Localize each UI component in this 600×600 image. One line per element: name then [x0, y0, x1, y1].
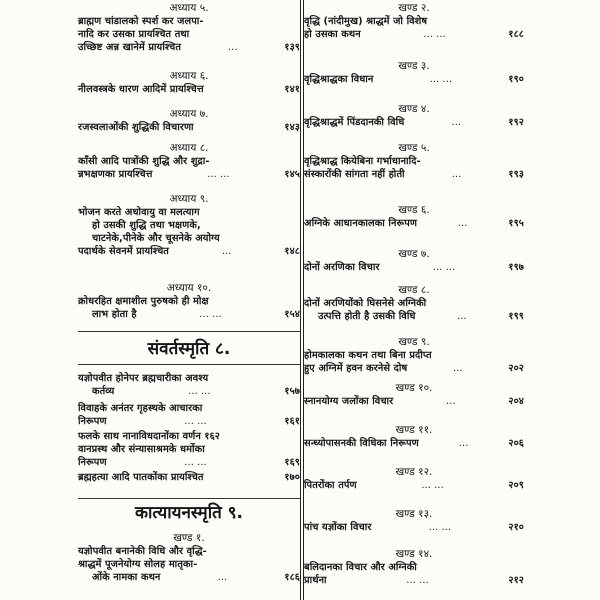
page-number: १४३ — [284, 122, 300, 133]
entry-text: वृद्धिश्राद्धका विधान — [304, 74, 374, 85]
entry-last-line — [304, 437, 524, 450]
chapter-6-entry — [78, 70, 300, 96]
chapter-8-heading: अध्याय ८. — [169, 142, 209, 154]
leader-dots: ... ... — [429, 74, 453, 85]
khanda-14-heading: खण्ड १४. — [395, 548, 433, 560]
chapter-9-heading: अध्याय ९. — [169, 193, 209, 205]
khanda-5-entry — [304, 142, 524, 181]
katyayana-smriti-title-block — [78, 502, 300, 524]
samvarta-entries — [78, 372, 300, 484]
entry-line: फलके साथ नानाविधदानोंका वर्णन १६२ — [78, 431, 220, 442]
khanda-1-entry — [78, 532, 300, 584]
chapter-10-entry — [78, 282, 300, 321]
entry-text: रजस्वलाओंकी शुद्धिकी विचारणा — [78, 122, 194, 133]
chapter-10-heading: अध्याय १०. — [166, 282, 212, 294]
khanda-4-entry — [304, 103, 524, 129]
leader-dots: ... ... — [421, 480, 444, 491]
leader-dots: ... ... — [428, 522, 452, 533]
page-number: २१२ — [508, 575, 524, 586]
entry-line: क्रोधरहित क्षमाशील पुरुषको ही मोक्ष — [78, 296, 209, 307]
entry-last-line — [304, 28, 524, 41]
khanda-3-heading: खण्ड ३. — [398, 60, 430, 72]
entry-last-line — [78, 83, 300, 96]
chapter-8-entry — [78, 142, 300, 181]
entry-text: लाभ होता है — [92, 309, 137, 320]
page-number: १८६ — [284, 572, 300, 583]
page-number: २०६ — [508, 438, 524, 449]
entry-line: काँसी आदि पात्रोंकी शुद्धि और शुद्रा- — [78, 156, 210, 167]
page-number: १९० — [508, 74, 524, 85]
entry-text: पांच यज्ञोंका विचार — [304, 522, 372, 533]
page-number: १३९ — [284, 42, 300, 53]
entry-last-line — [304, 116, 524, 129]
page-number: १६१ — [284, 416, 300, 427]
khanda-12-entry — [304, 466, 524, 492]
entry-line: विवाहके अनंतर गृहस्थके आचारका — [78, 403, 203, 414]
entry-text: प्रार्थना — [304, 575, 327, 586]
entry-text: स्नानयोग्य जलोंका विचार — [304, 396, 394, 407]
entry-text: पदार्थके सेवनमें प्रायश्चित — [78, 246, 169, 257]
page-number: १४८ — [284, 246, 300, 257]
leader-dots: ... ... — [423, 29, 446, 40]
page-number: २०४ — [508, 396, 524, 407]
page-number: १७० — [284, 472, 300, 483]
entry-last-line — [78, 415, 300, 428]
entry-line: यज्ञोपवीत होनेपर ब्रह्मचारीका अवश्य — [78, 373, 209, 384]
section-rule — [78, 331, 300, 332]
chapter-7-heading: अध्याय ७. — [169, 108, 209, 120]
entry-last-line — [78, 571, 300, 584]
entry-line: वृद्धिश्राद्ध कियेबिना गर्भाधानादि- — [304, 156, 421, 167]
entry-last-line — [78, 385, 300, 398]
leader-dots: ... ... — [199, 309, 222, 320]
entry-text: सन्ध्योपासनकी विधिका निरूपण — [304, 438, 419, 449]
entry-text: कर्तव्य — [92, 386, 115, 397]
khanda-9-entry — [304, 336, 524, 375]
page-number: १४१ — [284, 84, 300, 95]
entry-last-line — [304, 310, 524, 323]
khanda-7-heading: खण्ड ७. — [398, 248, 430, 260]
entry-text: नीलवस्त्रके धारण आदिमें प्रायश्चित्त — [78, 84, 204, 95]
samvarta-smriti-title: संवर्तस्मृति ८. — [147, 339, 231, 359]
khanda-11-heading: खण्ड ११. — [395, 424, 433, 436]
leader-dots: ... — [446, 396, 456, 407]
entry-last-line — [304, 261, 524, 274]
khanda-10-heading: खण्ड १०. — [395, 382, 433, 394]
entry-last-line — [304, 168, 524, 181]
katyayana-smriti-title: कात्यायनस्मृति ९. — [134, 503, 244, 523]
entry-last-line — [304, 479, 524, 492]
entry-line: चाटनेके,पीनेके और चूसनेके अयोग्य — [92, 233, 220, 244]
entry-text: वृद्धिश्राद्धमें पिंडदानकी विधि — [304, 117, 405, 128]
khanda-13-heading: खण्ड १३. — [395, 508, 433, 520]
chapter-5-heading: अध्याय ५. — [169, 2, 209, 14]
leader-dots: ... ... — [432, 262, 456, 273]
entry-text: उच्छिष्ट अन्न खानेमें प्रायश्चित — [78, 42, 182, 53]
khanda-10-entry — [304, 382, 524, 408]
entry-last-line — [304, 217, 524, 230]
page-number: १५४ — [284, 309, 300, 320]
page-number: १९९ — [508, 311, 524, 322]
entry-last-line — [304, 395, 524, 408]
khanda-4-heading: खण्ड ४. — [398, 103, 430, 115]
page-number: १५७ — [284, 386, 300, 397]
leader-dots: ... — [457, 218, 468, 229]
khanda-8-heading: खण्ड ८. — [398, 284, 430, 296]
entry-last-line — [78, 245, 300, 258]
chapter-9-entry — [78, 193, 300, 258]
leader-dots: ... — [451, 169, 462, 180]
page-number: १६९ — [284, 457, 300, 468]
entry-text: निरूपण — [78, 457, 107, 468]
khanda-6-entry — [304, 204, 524, 230]
entry-text: न्नभक्षणका प्रायश्चित्त — [78, 169, 153, 180]
entry-line: वानप्रस्थ और संन्यासाश्रमके धर्मोका — [78, 444, 205, 455]
leader-dots: ... ... — [184, 416, 207, 427]
khanda-9-heading: खण्ड ९. — [398, 336, 430, 348]
khanda-14-entry — [304, 548, 524, 587]
khanda-8-entry — [304, 284, 524, 323]
entry-line: ब्राह्मण चांडालको स्पर्श कर जलपा- — [78, 16, 204, 27]
khanda-11-entry — [304, 424, 524, 450]
khanda-2-entry — [304, 2, 524, 41]
page-number: २०२ — [508, 363, 524, 374]
khanda-7-entry — [304, 248, 524, 274]
entry-line: श्राद्धमें पूजनेयोग्य सोलह मातृका- — [78, 559, 198, 570]
chapter-5-entry — [78, 2, 300, 54]
leader-dots: ... — [451, 117, 462, 128]
page-number: १९७ — [508, 262, 524, 273]
entry-last-line — [78, 168, 300, 181]
leader-dots — [204, 83, 285, 96]
leader-dots: ... — [227, 42, 238, 53]
chapter-6-heading: अध्याय ६. — [169, 70, 209, 82]
section-rule — [78, 498, 300, 499]
page-number: १८८ — [508, 29, 524, 40]
samvarta-smriti-title-block — [78, 338, 300, 360]
entry-last-line — [78, 41, 300, 54]
entry-line: यज्ञोपवीत बनानेकी विधि और वृद्धि- — [78, 546, 207, 557]
leader-dots: ... ... — [207, 169, 230, 180]
entry-line: वृद्धि (नांदीमुख) श्राद्धमें जो विशेष — [304, 16, 428, 27]
page-number: २०९ — [508, 480, 524, 491]
page-number: १९५ — [508, 218, 524, 229]
entry-text: संस्कारोंकी सांगता नहीं होती — [304, 169, 405, 180]
entry-text: अग्निके आधानकालका निरूपण — [304, 218, 418, 229]
leader-dots: ... ... — [184, 457, 207, 468]
leader-dots: ... ... — [406, 575, 429, 586]
leader-dots: ... — [217, 572, 228, 583]
entry-text: उत्पत्ति होती है उसकी विधि — [318, 311, 416, 322]
entry-last-line — [304, 574, 524, 587]
page-number: १९२ — [508, 117, 524, 128]
entry-last-line — [78, 308, 300, 321]
leader-dots: ... — [457, 311, 467, 322]
entry-last-line — [78, 456, 300, 469]
entry-last-line — [78, 121, 300, 134]
entry-text: हुए अग्निमें हवन करनेसे दोष — [304, 363, 408, 374]
entry-last-line — [304, 521, 524, 534]
section-rule — [78, 364, 300, 365]
entry-text: पितरोंका तर्पण — [304, 480, 357, 491]
leader-dots: ... — [452, 363, 463, 374]
khanda-3-entry — [304, 60, 524, 86]
entry-text: निरूपण — [78, 416, 107, 427]
entry-line: भोजन करते अधोवायु वा मलत्याग — [78, 207, 200, 218]
khanda-6-heading: खण्ड ६. — [398, 204, 430, 216]
entry-last-line — [304, 362, 524, 375]
leader-dots — [194, 121, 285, 134]
leader-dots: ... — [458, 438, 469, 449]
entry-text: ओंके नामका कथन — [92, 572, 161, 583]
entry-text: दोनों अरणिका विचार — [304, 262, 380, 273]
leader-dots — [204, 471, 285, 484]
page-number: २१० — [508, 522, 524, 533]
khanda-13-entry — [304, 508, 524, 534]
khanda-12-heading: खण्ड १२. — [395, 466, 433, 478]
entry-line: होमकालका कथन तथा बिना प्रदीप्त — [304, 350, 432, 361]
entry-line: बलिदानका विचार और अग्निकी — [304, 562, 417, 573]
entry-last-line — [304, 73, 524, 86]
page-number: १४५ — [284, 169, 300, 180]
page-number: १९३ — [508, 169, 524, 180]
leader-dots: ... — [221, 246, 232, 257]
entry-line: हो उसकी शुद्धि तथा भक्षणके, — [92, 220, 201, 231]
khanda-1-heading: खण्ड १. — [173, 532, 205, 544]
entry-line: नादि कर उसका प्रायश्चित तथा — [78, 29, 190, 40]
entry-text: ब्रह्महत्या आदि पातकोंका प्रायश्चित — [78, 472, 204, 483]
khanda-2-heading: खण्ड २. — [398, 2, 430, 14]
entry-last-line — [78, 471, 300, 484]
khanda-5-heading: खण्ड ५. — [398, 142, 430, 154]
entry-text: हो उसका कथन — [304, 29, 361, 40]
chapter-7-entry — [78, 108, 300, 134]
entry-line: दोनों अरणियोंको घिसनेसे अग्निकी — [304, 298, 427, 309]
leader-dots: ... ... — [188, 386, 211, 397]
